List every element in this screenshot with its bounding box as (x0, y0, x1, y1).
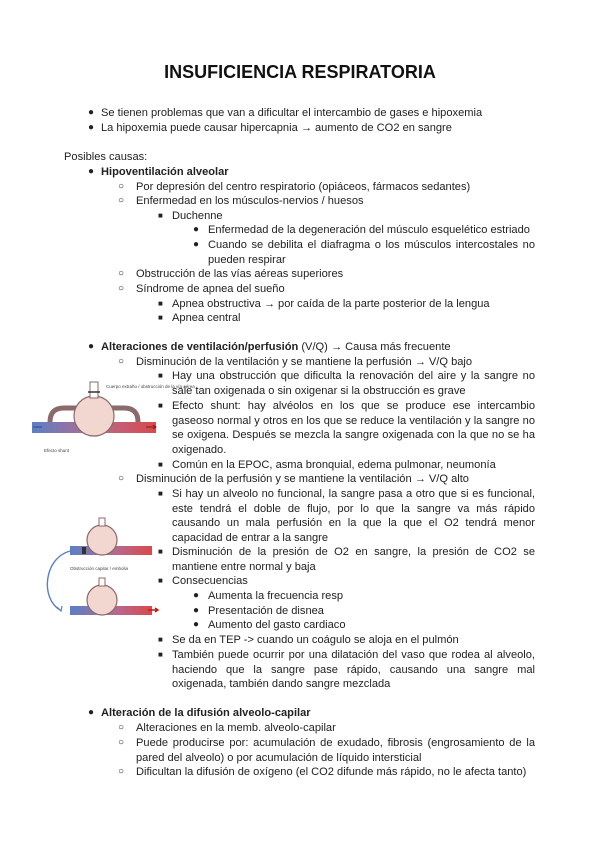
hollow-bullet-icon: ○ (118, 181, 125, 192)
page-title: INSUFICIENCIA RESPIRATORIA (164, 62, 436, 82)
embolism-mark (82, 547, 86, 554)
shunt-side-label: Cuerpo extraño / obstrucción de la vía aérea (106, 384, 195, 389)
deadspace-diagram (30, 518, 158, 638)
bullet-icon: ● (88, 107, 95, 118)
hollow-bullet-icon: ○ (118, 356, 125, 367)
list-item: Disminución de la ventilación y se mantiene la perfusión → V/Q bajo (136, 356, 473, 368)
list-item: Dificultan la difusión de oxígeno (el CO2 difunde más rápido, no le afecta tanto) (136, 766, 527, 778)
list-item: También puede ocurrir por una dilatación del vaso que rodea al alveolo, haciendo que la sangre pase rápido, causando una sangre mal oxigenada, también dando sangre mezclada (172, 649, 535, 691)
list-item: Si hay un alveolo no funcional, la sangre pasa a otro que si es funcional, este tendrá el doble de flujo, por lo que la sangre va más rápido causando un mala perfusión en la que la que el O2 tendrá menor capacidad de entrar a la sangre (172, 488, 535, 545)
airway-icon (99, 578, 105, 586)
square-bullet-icon: ■ (158, 547, 163, 556)
hollow-bullet-icon: ○ (118, 195, 125, 206)
list-item: Efecto shunt: hay alvéolos en los que se produce ese intercambio gaseoso normal y otros en los que se reduce la ventilación y la sangre no se oxigena. Después se mezcla la sangre oxigenada con la que no se ha oxigenado. (172, 400, 535, 457)
list-item: Disminución de la perfusión y se mantiene la ventilación → V/Q alto (136, 473, 469, 485)
list-item: Síndrome de apnea del sueño (136, 283, 285, 295)
airway-icon (90, 382, 98, 398)
list-item: Enfermedad de la degeneración del músculo esquelético estriado (208, 224, 530, 236)
list-item: Común en la EPOC, asma bronquial, edema pulmonar, neumonía (172, 459, 496, 471)
section-heading-hipoventilacion: Hipoventilación alveolar (101, 166, 229, 178)
airway-icon (99, 518, 105, 526)
list-item: Se da en TEP -> cuando un coágulo se aloja en el pulmón (172, 634, 459, 646)
square-bullet-icon: ■ (158, 371, 163, 380)
section-heading-vq (101, 340, 451, 355)
list-item: Aumento del gasto cardiaco (208, 619, 346, 631)
list-item: Disminución de la presión de O2 en sangre, la presión de CO2 se mantiene entre normal y baja (172, 546, 535, 573)
shunt-figure-caption: Efecto shunt (44, 448, 70, 453)
square-bullet-icon: ■ (158, 211, 163, 220)
list-item: Alteraciones en la memb. alveolo-capilar (136, 722, 336, 734)
bullet-icon: ● (88, 122, 95, 133)
hollow-bullet-icon: ○ (118, 737, 125, 748)
bullet-icon: ● (193, 619, 200, 630)
intro-item: La hipoxemia puede causar hipercapnia → aumento de CO2 en sangre (101, 122, 452, 134)
square-bullet-icon: ■ (158, 401, 163, 410)
bullet-icon: ● (88, 707, 95, 718)
hollow-bullet-icon: ○ (118, 283, 125, 294)
deadspace-figure-caption: Obstrucción capilar / embolia (70, 566, 129, 571)
bullet-icon: ● (88, 341, 95, 352)
hollow-bullet-icon: ○ (118, 473, 125, 484)
list-item: Por depresión del centro respiratorio (opiáceos, fármacos sedantes) (136, 181, 471, 193)
list-item: Duchenne (172, 210, 223, 222)
list-item: Hay una obstrucción que dificulta la renovación del aire y la sangre no sale tan oxigenada o sin oxigenar si la obstrucción es grave (172, 370, 535, 397)
bypass-vessel (47, 551, 70, 610)
vq-heading-rest: (V/Q) → Causa más frecuente (298, 341, 451, 353)
list-item: Presentación de disnea (208, 605, 324, 617)
list-item: Consecuencias (172, 575, 248, 587)
square-bullet-icon: ■ (158, 576, 163, 585)
posibles-causas-label: Posibles causas: (64, 151, 148, 163)
vq-heading-bold: Alteraciones de ventilación/perfusión (101, 341, 299, 353)
list-item: Apnea central (172, 312, 241, 324)
bullet-icon: ● (193, 239, 200, 250)
hollow-bullet-icon: ○ (118, 268, 125, 279)
square-bullet-icon: ■ (158, 650, 163, 659)
bullet-icon: ● (88, 166, 95, 177)
bullet-icon: ● (193, 590, 200, 601)
arrow-icon (57, 606, 62, 611)
bullet-icon: ● (193, 224, 200, 235)
square-bullet-icon: ■ (158, 460, 163, 469)
square-bullet-icon: ■ (158, 635, 163, 644)
list-item: Enfermedad en los músculos-nervios / huesos (136, 195, 364, 207)
bullet-icon: ● (193, 605, 200, 616)
list-item: Aumenta la frecuencia resp (208, 590, 344, 602)
list-item: Apnea obstructiva → por caída de la parte posterior de la lengua (172, 298, 490, 310)
square-bullet-icon: ■ (158, 489, 163, 498)
list-item: Cuando se debilita el diafragma o los músculos intercostales no pueden respirar (208, 239, 535, 266)
alveolus-icon (87, 525, 117, 555)
hollow-bullet-icon: ○ (118, 766, 125, 777)
intro-item: Se tienen problemas que van a dificultar el intercambio de gases e hipoxemia (101, 107, 483, 119)
alveolus-icon (74, 396, 114, 436)
section-heading-difusion: Alteración de la difusión alveolo-capilar (101, 707, 311, 719)
shunt-diagram (30, 380, 195, 468)
square-bullet-icon: ■ (158, 299, 163, 308)
square-bullet-icon: ■ (158, 313, 163, 322)
list-item: Obstrucción de las vías aéreas superiores (136, 268, 344, 280)
hollow-bullet-icon: ○ (118, 722, 125, 733)
list-item: Puede producirse por: acumulación de exudado, fibrosis (engrosamiento de la pared del alveolo) o por acumulación de líquido intersticial (136, 737, 535, 764)
alveolus-icon (87, 585, 117, 615)
